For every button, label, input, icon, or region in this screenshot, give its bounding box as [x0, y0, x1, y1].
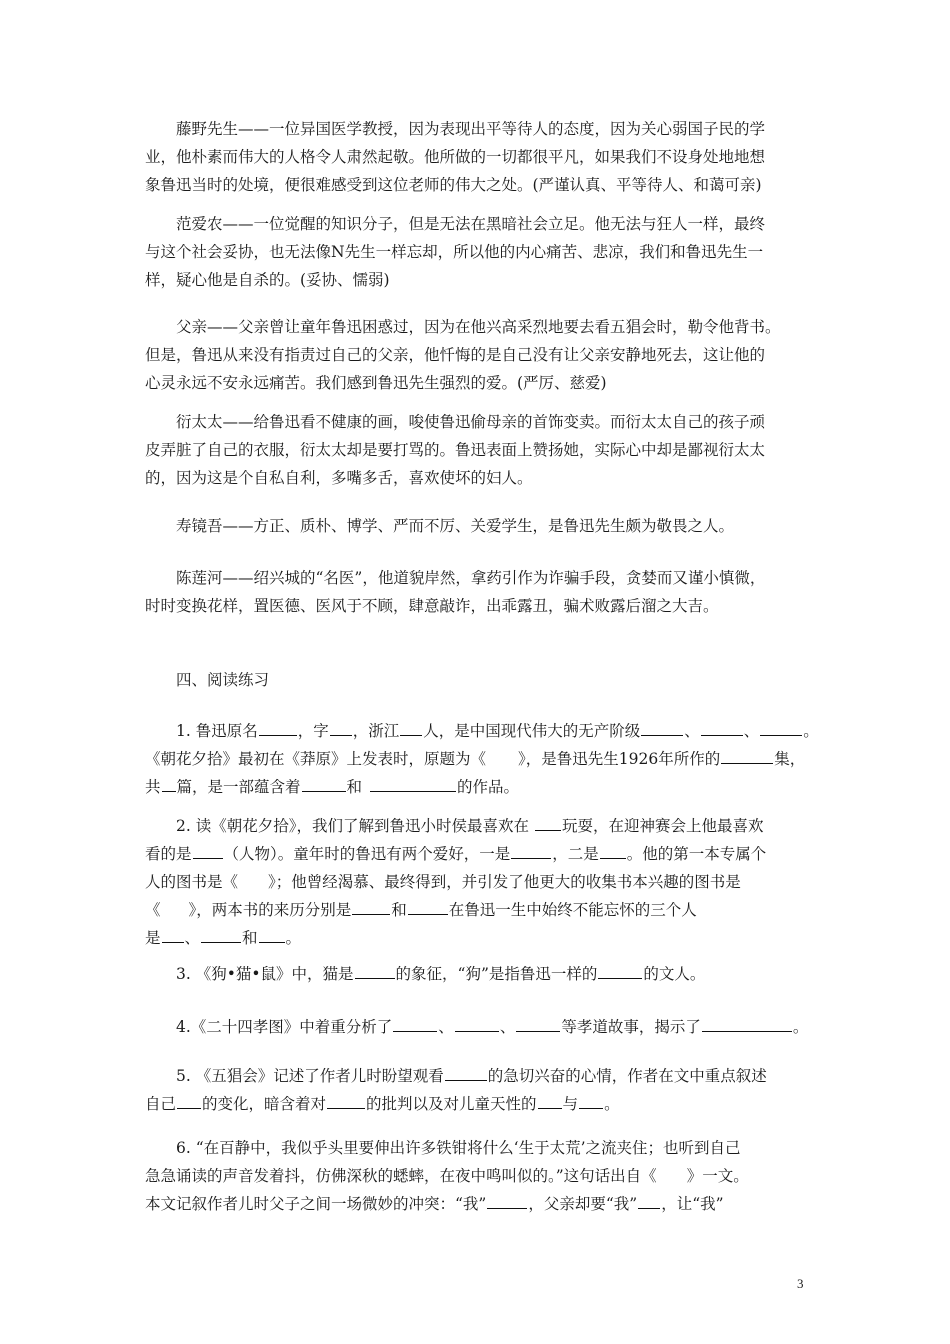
question-line: [145, 1090, 810, 1118]
text-line: 藤野先生——一位异国医学教授，因为表现出平等待人的态度，因为关心弱国子民的学: [176, 120, 766, 138]
text-line: 的，因为这是个自私自利，多嘴多舌，喜欢使坏的妇人。: [145, 469, 533, 487]
question-text: 急急诵读的声音发着抖，仿佛深秋的蟋蟀，在夜中鸣叫似的。”这句话出自《: [145, 1167, 657, 1185]
question-line: [145, 896, 810, 924]
question-text: 》，是鲁迅先生1926年所作的: [518, 750, 721, 768]
question-text: ，让“我”: [661, 1195, 724, 1213]
question-text: 本文记叙作者儿时父子之间一场微妙的冲突：“我”: [145, 1195, 487, 1213]
question-text: 篇，是一部蕴含着: [176, 778, 301, 796]
answer-blank[interactable]: [535, 812, 561, 831]
question-text: 、: [743, 722, 760, 740]
question-text: 的批判以及对儿童天性的: [366, 1095, 537, 1113]
answer-blank[interactable]: [162, 773, 176, 792]
text-line: 业，他朴素而伟大的人格令人肃然起敬。他所做的一切都很平凡，如果我们不设身处地地想: [145, 148, 766, 166]
text-line: 寿镜吾——方正、质朴、博学、严而不厉、关爱学生，是鲁迅先生颇为敬畏之人。: [176, 517, 735, 535]
text-line: 父亲——父亲曾让童年鲁迅困惑过，因为在他兴高采烈地要去看五猖会时，勒令他背书。: [176, 318, 781, 336]
question-2: [145, 812, 810, 952]
answer-blank[interactable]: [330, 717, 352, 736]
text-line: 时时变换花样，置医德、医风于不顾，肆意敲诈，出乖露丑，骗术败露后溜之大吉。: [145, 597, 719, 615]
answer-blank[interactable]: [400, 717, 422, 736]
question-text: 玩耍，在迎神赛会上他最喜欢: [561, 817, 764, 835]
question-line: [145, 924, 810, 952]
question-text: 共: [145, 778, 161, 796]
answer-blank[interactable]: [516, 1013, 560, 1032]
question-text: 人，是中国现代伟大的无产阶级: [423, 722, 641, 740]
question-line: [145, 960, 810, 988]
paragraph-shou-jingwu: [145, 512, 810, 540]
answer-blank[interactable]: [598, 960, 642, 979]
answer-blank[interactable]: [162, 924, 184, 943]
answer-blank[interactable]: [393, 1013, 437, 1032]
question-text: ，父亲却要“我”: [528, 1195, 638, 1213]
question-text: 2. 读《朝花夕拾》，我们了解到鲁迅小时侯最喜欢在: [176, 817, 529, 835]
question-4: [145, 1013, 810, 1041]
question-line: [145, 868, 810, 896]
question-text: ，二是: [552, 845, 599, 863]
text-line: 但是，鲁迅从来没有指责过自己的父亲，他忏悔的是自己没有让父亲安静地死去，这让他的: [145, 346, 766, 364]
answer-blank[interactable]: [721, 745, 773, 764]
question-text: 。: [285, 929, 302, 947]
question-text: 《: [145, 901, 161, 919]
question-line: [145, 1162, 810, 1190]
answer-blank[interactable]: [370, 773, 456, 792]
question-line: [145, 1013, 810, 1041]
answer-blank[interactable]: [352, 896, 390, 915]
question-text: ，字: [297, 722, 329, 740]
question-text: 。: [792, 1018, 809, 1036]
question-text: 在鲁迅一生中始终不能忘怀的三个人: [448, 901, 697, 919]
question-text: 、: [499, 1018, 516, 1036]
answer-blank[interactable]: [327, 1090, 365, 1109]
question-text: 4.《二十四孝图》中着重分析了: [176, 1018, 393, 1036]
question-text: 和: [391, 901, 407, 919]
answer-blank[interactable]: [259, 924, 285, 943]
section-heading: 四、阅读练习: [176, 671, 270, 689]
question-text: 5. 《五猖会》记述了作者儿时盼望观看: [176, 1067, 444, 1085]
answer-blank[interactable]: [538, 1090, 562, 1109]
answer-blank[interactable]: [355, 960, 395, 979]
question-text: ，浙江: [352, 722, 400, 740]
question-5: [145, 1062, 810, 1118]
text-line: 与这个社会妥协，也无法像N先生一样忘却，所以他的内心痛苦、悲凉，我们和鲁迅先生一: [145, 243, 764, 261]
question-text: 3. 《狗•猫•鼠》中，猫是: [176, 965, 354, 983]
question-line: [145, 1134, 810, 1162]
question-text: 自己: [145, 1095, 177, 1113]
question-6: [145, 1134, 810, 1218]
answer-blank[interactable]: [702, 1013, 792, 1032]
question-text: 集，: [774, 750, 806, 768]
answer-blank[interactable]: [638, 1190, 660, 1209]
question-text: 人的图书是《: [145, 873, 239, 891]
answer-blank[interactable]: [600, 840, 626, 859]
question-line: [145, 745, 810, 773]
question-text: 与: [562, 1095, 579, 1113]
question-line: [145, 812, 810, 840]
question-text: 。他的第一本专属个: [626, 845, 767, 863]
text-line: 皮弄脏了自己的衣服，衍太太却是要打骂的。鲁迅表面上赞扬她，实际心中却是鄙视衍太太: [145, 441, 766, 459]
question-text: 、: [184, 929, 201, 947]
question-line: [145, 717, 819, 745]
answer-blank[interactable]: [177, 1090, 201, 1109]
text-line: 象鲁迅当时的处境，便很难感受到这位老师的伟大之处。(严谨认真、平等待人、和蔼可亲): [145, 176, 762, 194]
question-text: 1. 鲁迅原名: [176, 722, 258, 740]
answer-blank[interactable]: [408, 896, 448, 915]
question-line: [145, 1062, 810, 1090]
answer-blank[interactable]: [701, 717, 743, 736]
question-text: 、: [438, 1018, 454, 1036]
page-number: 3: [797, 1276, 804, 1291]
answer-blank[interactable]: [455, 1013, 499, 1032]
question-text: 看的是: [145, 845, 192, 863]
paragraph-father: [145, 313, 810, 397]
question-1: [145, 717, 819, 801]
question-text: 的急切兴奋的心情，作者在文中重点叙述: [487, 1067, 767, 1085]
answer-blank[interactable]: [511, 840, 551, 859]
question-text: 的文人。: [643, 965, 706, 983]
answer-blank[interactable]: [259, 717, 297, 736]
question-text: 《朝花夕拾》最初在《莽原》上发表时，原题为《: [145, 750, 487, 768]
answer-blank[interactable]: [641, 717, 683, 736]
answer-blank[interactable]: [201, 924, 241, 943]
question-line: [145, 1190, 810, 1218]
paragraph-chen-lianhe: [145, 564, 810, 620]
answer-blank[interactable]: [579, 1090, 603, 1109]
answer-blank[interactable]: [193, 840, 223, 859]
paragraph-tengye: [145, 115, 810, 199]
question-text: 。: [604, 1095, 620, 1113]
question-text: 的作品。: [457, 778, 520, 796]
question-text: 和: [242, 929, 258, 947]
question-line: [145, 840, 810, 868]
answer-blank[interactable]: [487, 1190, 527, 1209]
question-text: 。: [803, 722, 819, 740]
text-line: 心灵永远不安永远痛苦。我们感到鲁迅先生强烈的爱。(严厉、慈爱): [145, 374, 607, 392]
paragraph-fan-ainong: [145, 210, 810, 294]
answer-blank[interactable]: [760, 717, 802, 736]
question-text: 》；他曾经渴慕、最终得到，并引发了他更大的收集书本兴趣的图书是: [268, 873, 741, 891]
question-text: 的象征，“狗”是指鲁迅一样的: [395, 965, 598, 983]
question-text: 是: [145, 929, 161, 947]
question-text: 等孝道故事，揭示了: [561, 1018, 701, 1036]
text-line: 范爱农——一位觉醒的知识分子，但是无法在黑暗社会立足。他无法与狂人一样，最终: [176, 215, 766, 233]
text-line: 陈莲河——绍兴城的“名医”，他道貌岸然，拿药引作为诈骗手段，贪婪而又谨小慎微，: [176, 569, 766, 587]
question-text: 和: [346, 778, 363, 796]
paragraph-yan-taitai: [145, 408, 810, 492]
question-line: [145, 773, 810, 801]
question-text: 》一文。: [686, 1167, 749, 1185]
text-line: 衍太太——给鲁迅看不健康的画，唆使鲁迅偷母亲的首饰变卖。而衍太太自己的孩子顽: [176, 413, 766, 431]
question-3: [145, 960, 810, 988]
question-text: 的变化，暗含着对: [202, 1095, 327, 1113]
answer-blank[interactable]: [445, 1062, 487, 1081]
question-text: 6. “在百静中，我似乎头里要伸出许多铁钳将什么‘生于太荒’之流夹住；也听到自己: [176, 1139, 741, 1157]
answer-blank[interactable]: [302, 773, 346, 792]
question-text: 、: [684, 722, 700, 740]
text-line: 样，疑心他是自杀的。(妥协、懦弱): [145, 271, 390, 289]
question-text: 》，两本书的来历分别是: [188, 901, 352, 919]
question-text: （人物）。童年时的鲁迅有两个爱好，一是: [223, 845, 511, 863]
